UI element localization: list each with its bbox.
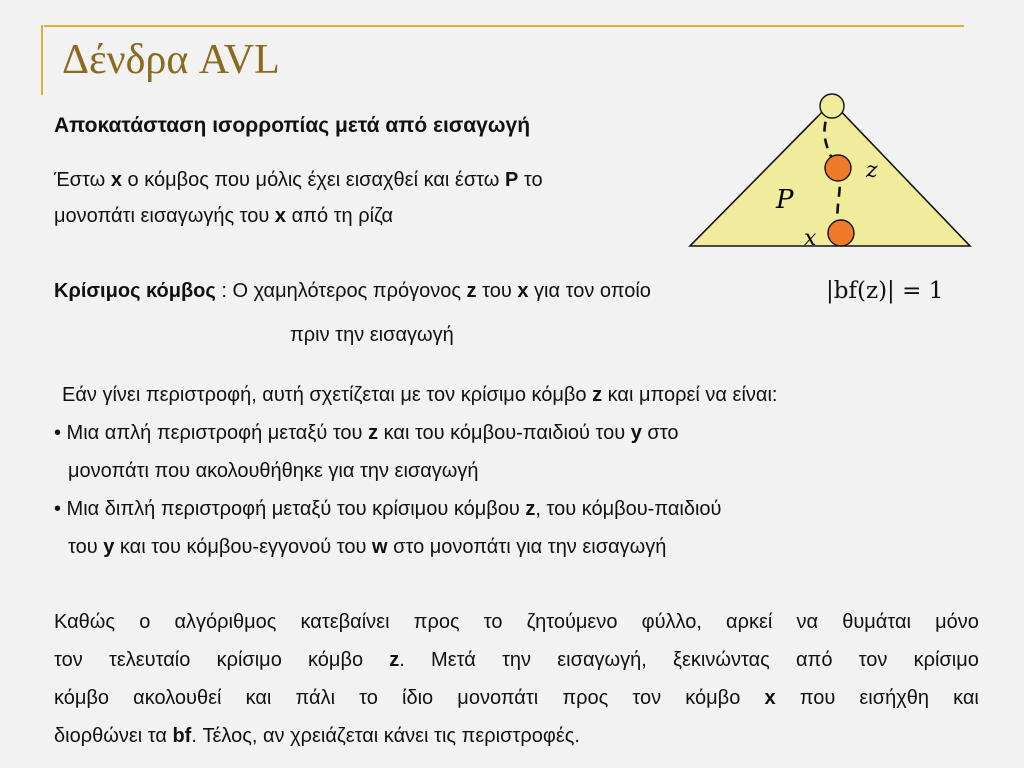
section-heading: Αποκατάσταση ισορροπίας μετά από εισαγωγή	[54, 114, 531, 137]
word: να	[796, 611, 819, 633]
rotation-intro: Εάν γίνει περιστροφή, αυτή σχετίζεται με τον κρίσιμο κόμβο z και μπορεί να είναι:	[62, 384, 778, 406]
word: εισαγωγή,	[557, 649, 647, 671]
algorithm-line-3	[54, 679, 979, 717]
critical-node-z	[825, 155, 851, 181]
word: κρίσιμο	[913, 649, 979, 671]
word: μονοπάτι	[457, 687, 539, 709]
insertion-path-diagram	[686, 90, 976, 252]
word: ίδιο	[402, 687, 434, 709]
word: αλγόριθμος	[174, 611, 277, 633]
word: προς	[413, 611, 460, 633]
word: την	[502, 649, 532, 671]
word: τον	[632, 687, 662, 709]
balance-formula: |bf(z)| = 1	[826, 278, 944, 304]
double-rotation-bullet-line-2: του y και του κόμβου-εγγονού του w στο μονοπάτι για την εισαγωγή	[68, 536, 667, 558]
word: κόμβο	[685, 687, 741, 709]
path-label-P: P	[776, 185, 794, 215]
word: και	[953, 687, 979, 709]
single-rotation-bullet-line-2: μονοπάτι που ακολουθήθηκε για την εισαγωγή	[68, 460, 479, 482]
word: z	[389, 649, 400, 671]
word: κόμβο	[308, 649, 364, 671]
critical-node-definition: Κρίσιμος κόμβος : Ο χαμηλότερος πρόγονος z του x για τον οποίο	[54, 280, 651, 302]
word: .	[399, 649, 405, 671]
word: ο	[139, 611, 151, 633]
intro-line-1: Έστω x ο κόμβος που μόλις έχει εισαχθεί και έστω P το	[54, 169, 543, 191]
word: μόνο	[935, 611, 979, 633]
root-node	[820, 94, 844, 118]
double-rotation-bullet: • Μια διπλή περιστροφή μεταξύ του κρίσιμου κόμβου z, του κόμβου-παιδιού	[54, 498, 722, 520]
node-label-z: z	[866, 158, 878, 183]
word: πάλι	[295, 687, 336, 709]
word: ακολουθεί	[133, 687, 222, 709]
word: ζητούμενο	[526, 611, 618, 633]
word: εισήχθη	[859, 687, 929, 709]
word: Μετά	[431, 649, 476, 671]
title-frame-top-line	[44, 25, 964, 27]
word: ξεκινώντας	[673, 649, 770, 671]
word: τελευταίο	[108, 649, 191, 671]
word: x	[764, 687, 776, 709]
algorithm-paragraph	[54, 603, 979, 755]
intro-paragraph	[54, 162, 543, 234]
word: προς	[562, 687, 609, 709]
critical-node-definition-line-2: πριν την εισαγωγή	[290, 324, 454, 346]
word: το	[359, 687, 378, 709]
word: το	[483, 611, 503, 633]
word: από	[795, 649, 833, 671]
rotation-cases	[54, 376, 777, 566]
critical-node-label: Κρίσιμος κόμβος	[54, 280, 216, 302]
intro-line-2: μονοπάτι εισαγωγής του x από τη ρίζα	[54, 205, 394, 227]
algorithm-line-2	[54, 641, 979, 679]
word: που	[799, 687, 836, 709]
word: κόμβο	[54, 687, 110, 709]
word: θυμάται	[842, 611, 911, 633]
word: κατεβαίνει	[300, 611, 390, 633]
word: τον	[54, 649, 83, 671]
word: αρκεί	[726, 611, 773, 633]
single-rotation-bullet: • Μια απλή περιστροφή μεταξύ του z και του κόμβου-παιδιού του y στο	[54, 422, 679, 444]
algorithm-line-1	[54, 603, 979, 641]
word: φύλλο,	[641, 611, 702, 633]
algorithm-line-4: διορθώνει τα bf. Τέλος, αν χρειάζεται κάνει τις περιστροφές.	[54, 725, 580, 747]
word-group	[389, 641, 405, 679]
word: και	[245, 687, 272, 709]
inserted-node-x	[828, 220, 854, 246]
word: κρίσιμο	[216, 649, 282, 671]
node-label-x: x	[804, 226, 817, 251]
title-frame-left-line	[41, 25, 43, 95]
slide-title: Δένδρα AVL	[62, 37, 280, 83]
word: Καθώς	[54, 611, 116, 633]
word: τον	[858, 649, 888, 671]
